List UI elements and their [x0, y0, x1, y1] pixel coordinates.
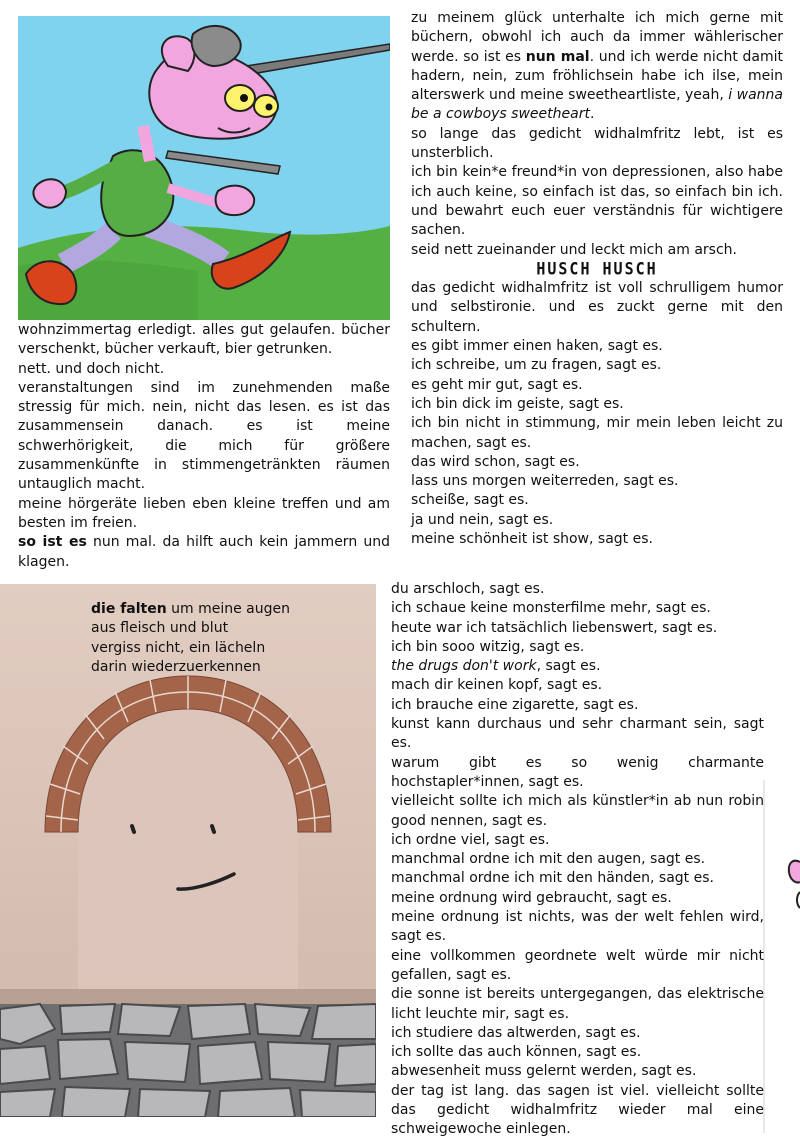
line: abwesenheit muss gelernt werden, sagt es. — [391, 1063, 697, 1080]
line: ich bin dick im geiste, sagt es. — [411, 395, 624, 412]
bold-text: die falten — [91, 601, 167, 617]
text-run: . — [589, 106, 595, 123]
bold-text: so ist es — [18, 534, 87, 551]
line: manchmal ordne ich mit den händen, sagt es. — [391, 870, 714, 887]
italic-text: the drugs don't work — [391, 658, 537, 675]
line: ich ordne viel, sagt es. — [391, 831, 550, 848]
text-run: , sagt es. — [536, 658, 601, 675]
line: ich bin sooo witzig, sagt es. — [391, 638, 585, 655]
paragraph: das gedicht widhalmfritz ist voll schrulligem humor und selbstironie. und es zuckt gerne mit den schultern. — [411, 280, 783, 335]
line: ich brauche eine zigarette, sagt es. — [391, 696, 639, 713]
line: mach dir keinen kopf, sagt es. — [391, 677, 603, 694]
line: du arschloch, sagt es. — [391, 581, 545, 597]
line: ich schaue keine monsterfilme mehr, sagt es. — [391, 600, 711, 617]
line: ich schreibe, um zu fragen, sagt es. — [411, 357, 662, 374]
line: der tag ist lang. das sagen ist viel. vielleicht sollte das gedicht widhalmfritz wieder mal eine schweigewoche einlegen. — [391, 1082, 764, 1138]
line: ich bin nicht in stimmung, mir mein leben leicht zu machen, sagt es. — [411, 415, 783, 451]
line: lass uns morgen weiterreden, sagt es. — [411, 473, 679, 490]
line: manchmal ordne ich mit den augen, sagt es. — [391, 851, 706, 868]
poem-line: vergiss nicht, ein lächeln — [91, 639, 266, 656]
paragraph: seid nett zueinander und leckt mich am arsch. — [411, 241, 737, 258]
text-run: . und ich werde nicht damit hadern, nein, zum fröhlichsein habe ich ilse, mein alterswerk und meine sweetheartliste, yeah, — [411, 48, 784, 104]
paragraph — [411, 9, 783, 125]
line: ich sollte das auch können, sagt es. — [391, 1044, 642, 1061]
text-run: zu meinem glück unterhalte ich mich gerne mit büchern, obwohl ich auch da immer wählerischer werde. so ist es — [411, 10, 783, 65]
line: meine ordnung ist nichts, was der welt fehlen wird, sagt es. — [391, 909, 764, 945]
line: heute war ich tatsächlich liebenswert, sagt es. — [391, 619, 718, 636]
running-figure-drawing — [18, 16, 390, 320]
cartoon-illustration — [18, 16, 390, 320]
line: ich studiere das altwerden, sagt es. — [391, 1024, 641, 1041]
line: eine vollkommen geordnete welt würde mir nicht gefallen, sagt es. — [391, 947, 764, 983]
paragraph: ich bin kein*e freund*in von depressionen, also habe ich auch keine, so einfach ist das, so einfach bin ich. und bewahrt euch euer verständnis für wichtigere sachen. — [411, 164, 783, 239]
top-right-text-column — [411, 9, 783, 549]
paragraph — [18, 533, 390, 572]
bottom-right-text-column — [391, 580, 764, 1140]
text-run: um meine augen — [166, 601, 291, 617]
edge-graphic — [762, 780, 800, 1133]
line: ja und nein, sagt es. — [411, 511, 554, 528]
line: vielleicht sollte ich mich als künstler*in ab nun robin good nennen, sagt es. — [391, 793, 764, 829]
poem-line — [91, 600, 311, 619]
paragraph: so lange das gedicht widhalmfritz lebt, ist es unsterblich. — [411, 125, 783, 162]
line: es gibt immer einen haken, sagt es. — [411, 338, 663, 355]
mid-left-text-column — [18, 321, 390, 572]
line: das wird schon, sagt es. — [411, 453, 580, 470]
line: scheiße, sagt es. — [411, 492, 529, 509]
section-heading: HUSCH HUSCH — [536, 258, 658, 280]
line — [391, 657, 764, 676]
line: es geht mir gut, sagt es. — [411, 376, 583, 393]
paragraph: meine hörgeräte lieben eben kleine treffen und am besten im freien. — [18, 495, 390, 531]
paragraph: wohnzimmertag erledigt. alles gut gelaufen. bücher verschenkt, bücher verkauft, bier getrunken. — [18, 322, 390, 358]
line: meine schönheit ist show, sagt es. — [411, 531, 653, 548]
poem — [91, 600, 311, 677]
line: kunst kann durchaus und sehr charmant sein, sagt es. — [391, 716, 764, 752]
bold-text: nun mal — [525, 48, 590, 65]
paragraph: nett. und doch nicht. — [18, 360, 165, 377]
italic-text: i wanna be a cowboys sweetheart — [411, 87, 783, 123]
line: meine ordnung wird gebraucht, sagt es. — [391, 889, 672, 906]
poem-line: darin wiederzuerkennen — [91, 658, 261, 675]
text-run: nun mal. da hilft auch kein jammern und klagen. — [18, 534, 390, 570]
line: die sonne ist bereits untergegangen, das elektrische licht leuchte mir, sagt es. — [391, 986, 764, 1022]
paragraph: veranstaltungen sind im zunehmenden maße stressig für mich. nein, nicht das lesen. es ist das zusammensein danach. es ist meine schwerhörigkeit, die mich für größere zusammenkünfte in stimmengetränkten räumen untauglich macht. — [18, 379, 390, 493]
adjacent-page-edge — [762, 780, 800, 1133]
poem-line: aus fleisch und blut — [91, 620, 229, 637]
line: warum gibt es so wenig charmante hochstapler*innen, sagt es. — [391, 754, 764, 790]
